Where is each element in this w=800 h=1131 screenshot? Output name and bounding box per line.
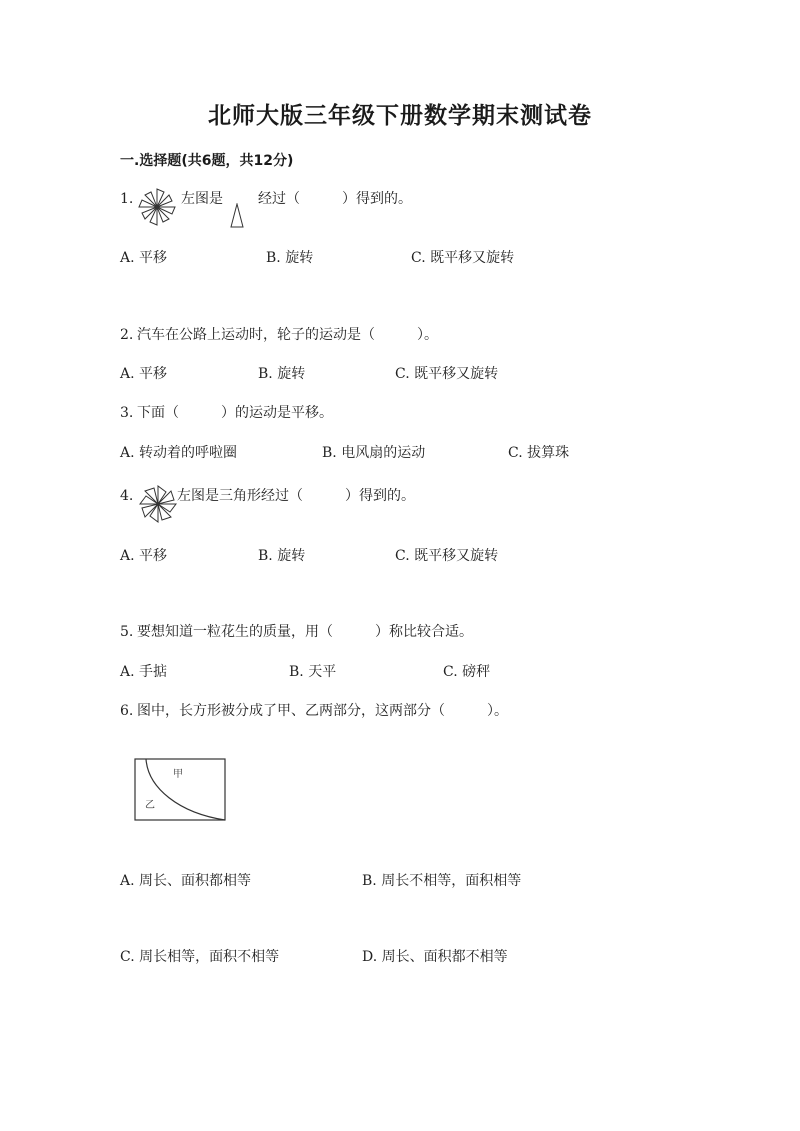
question-5-number: 5. [120, 624, 134, 640]
question-4-text: 左图是三角形经过（ ）得到的。 [177, 488, 415, 504]
question-3-number: 3. [120, 405, 134, 421]
question-4-option-a: A. 平移 [120, 548, 168, 564]
question-6-number: 6. [120, 703, 134, 719]
question-1-text-before: 左图是 [181, 191, 223, 207]
question-1-number: 1. [120, 191, 134, 207]
question-4-option-b: B. 旋转 [258, 548, 306, 564]
question-1-option-c: C. 既平移又旋转 [411, 250, 515, 266]
question-2-text: 汽车在公路上运动时，轮子的运动是（ ）。 [137, 327, 438, 343]
pinwheel-icon [137, 187, 177, 227]
question-2-option-b: B. 旋转 [258, 366, 306, 382]
question-6-text: 图中，长方形被分成了甲、乙两部分，这两部分（ ）。 [137, 703, 508, 719]
question-3-option-a: A. 转动着的呼啦圈 [120, 445, 238, 461]
question-3-option-b: B. 电风扇的运动 [322, 445, 426, 461]
section-heading: 一.选择题(共6题，共12分) [120, 153, 294, 169]
question-2-number: 2. [120, 327, 134, 343]
question-1-text-after: 经过（ ）得到的。 [258, 191, 412, 207]
question-6-option-d: D. 周长、面积都不相等 [362, 949, 508, 965]
page-title: 北师大版三年级下册数学期末测试卷 [208, 103, 592, 129]
region-label-upper: 甲 [173, 769, 183, 780]
question-6-option-c: C. 周长相等，面积不相等 [120, 949, 280, 965]
question-3-option-c: C. 拔算珠 [508, 445, 570, 461]
question-2-option-a: A. 平移 [120, 366, 168, 382]
question-4-option-c: C. 既平移又旋转 [395, 548, 499, 564]
question-3-text: 下面（ ）的运动是平移。 [137, 405, 333, 421]
pinwheel-icon [138, 484, 178, 524]
rectangle-division-diagram [134, 758, 228, 823]
question-1-option-b: B. 旋转 [266, 250, 314, 266]
triangle-icon [229, 203, 245, 228]
region-label-lower: 乙 [145, 800, 155, 811]
question-5-option-b: B. 天平 [289, 664, 337, 680]
question-4-number: 4. [120, 488, 134, 504]
question-5-text: 要想知道一粒花生的质量，用（ ）称比较合适。 [137, 624, 473, 640]
question-2-option-c: C. 既平移又旋转 [395, 366, 499, 382]
question-5-option-c: C. 磅秤 [443, 664, 491, 680]
question-5-option-a: A. 手掂 [120, 664, 168, 680]
question-6-option-a: A. 周长、面积都相等 [120, 873, 252, 889]
question-6-option-b: B. 周长不相等，面积相等 [362, 873, 522, 889]
question-1-option-a: A. 平移 [120, 250, 168, 266]
